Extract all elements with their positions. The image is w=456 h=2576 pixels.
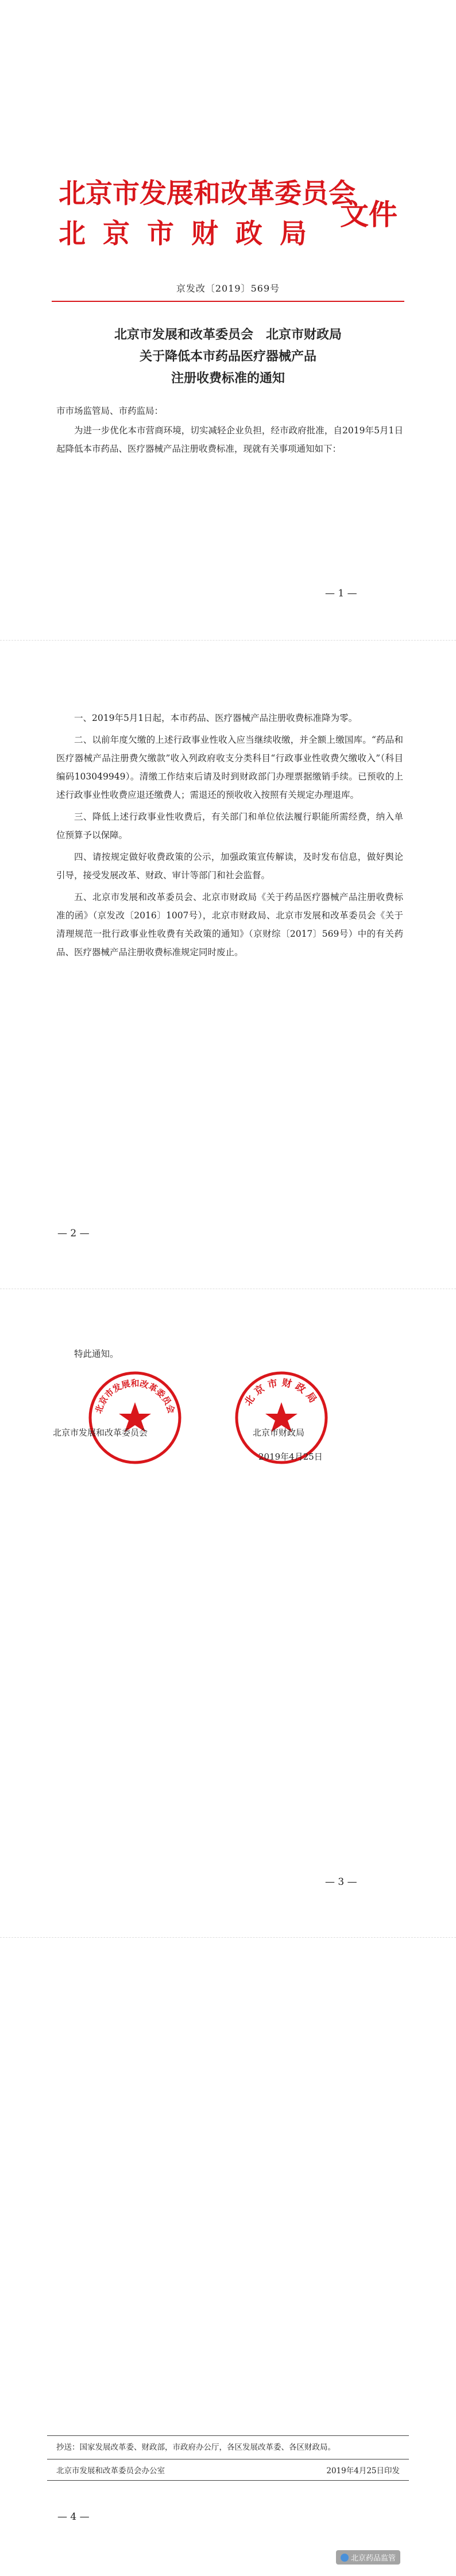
issuer-header-line-1: 北京市发展和改革委员会: [59, 178, 355, 210]
title-line-3: 注册收费标准的通知: [171, 371, 285, 386]
issuing-office: 北京市发展和改革委员会办公室: [56, 2466, 165, 2476]
page-3: [0, 1289, 456, 1937]
watermark: [336, 2550, 400, 2565]
wechat-account-icon: [341, 2554, 349, 2562]
document-number: 京发改〔2019〕569号: [176, 283, 280, 294]
page-number-2: — 2 —: [57, 1228, 90, 1239]
body-sections: [56, 709, 403, 965]
signer-ndrc: 北京市发展和改革委员会: [53, 1427, 148, 1438]
seal-ndrc: [86, 1369, 184, 1467]
issue-date: 2019年4月25日印发: [326, 2466, 400, 2476]
page-number-3: — 3 —: [325, 1876, 357, 1888]
red-divider: [52, 301, 404, 302]
distribution-block: [47, 2435, 409, 2481]
watermark-text: 北京药品监管: [351, 2554, 396, 2563]
title-line-2: 关于降低本市药品医疗器械产品: [139, 350, 316, 364]
page-4: [0, 1937, 456, 2576]
section-1: 一、2019年5月1日起，本市药品、医疗器械产品注册收费标准降为零。: [74, 713, 358, 723]
svg-text:北京市财政局: 北京市财政局: [242, 1377, 321, 1408]
rule-bottom: [47, 2480, 409, 2481]
issuer-row: [47, 2459, 409, 2480]
signer-finance: 北京市财政局: [253, 1427, 305, 1438]
title-line-1: 北京市发展和改革委员会 北京市财政局: [114, 328, 342, 342]
addressee: 市市场监管局、市药监局：: [56, 406, 164, 416]
section-5: 五、北京市发展和改革委员会、北京市财政局《关于药品医疗器械产品注册收费标准的函》（京发改〔2016〕1007号），北京市财政局、北京市发展和改革委员会《关于清理规范一批行政事业性收费有关政策的通知》（京财综〔2017〕569号）中的有关药品、医疗器械产品注册收费标准规定同时废止。: [56, 892, 403, 957]
signing-date: 2019年4月25日: [258, 1452, 323, 1462]
page-2: [0, 640, 456, 1289]
page-number-4: — 4 —: [57, 2511, 90, 2523]
intro-paragraph: 为进一步优化本市营商环境，切实减轻企业负担，经市政府批准，自2019年5月1日起降低本市药品、医疗器械产品注册收费标准，现就有关事项通知如下：: [56, 425, 403, 454]
issuer-header-line-2: 北京市财政局: [59, 218, 324, 250]
closing-note: 特此通知。: [74, 1349, 119, 1359]
section-4: 四、请按规定做好收费政策的公示，加强政策宣传解读，及时发布信息，做好舆论引导，接受发展改革、财政、审计等部门和社会监督。: [56, 852, 403, 880]
section-2: 二、以前年度欠缴的上述行政事业性收入应当继续收缴，并全额上缴国库。“药品和医疗器械产品注册费欠缴款”收入列政府收支分类科目“行政事业性收费欠缴收入”（科目编码103049949）。清缴工作结束后请及时到财政部门办理票据缴销手续。已预收的上述行政事业性收费应退还缴费人；需退还的预收收入按照有关规定办理退库。: [56, 735, 403, 800]
cc-list: 抄送：国家发展改革委、财政部，市政府办公厅，各区发展改革委、各区财政局。: [56, 2443, 335, 2452]
svg-text:北京市发展和改革委员会: 北京市发展和改革委员会: [93, 1378, 177, 1415]
page-1: [0, 0, 456, 640]
section-3: 三、降低上述行政事业性收费后，有关部门和单位依法履行职能所需经费，纳入单位预算予以保障。: [56, 812, 403, 840]
page-number-1: — 1 —: [325, 588, 357, 599]
header-wenjian: 文件: [340, 198, 397, 231]
